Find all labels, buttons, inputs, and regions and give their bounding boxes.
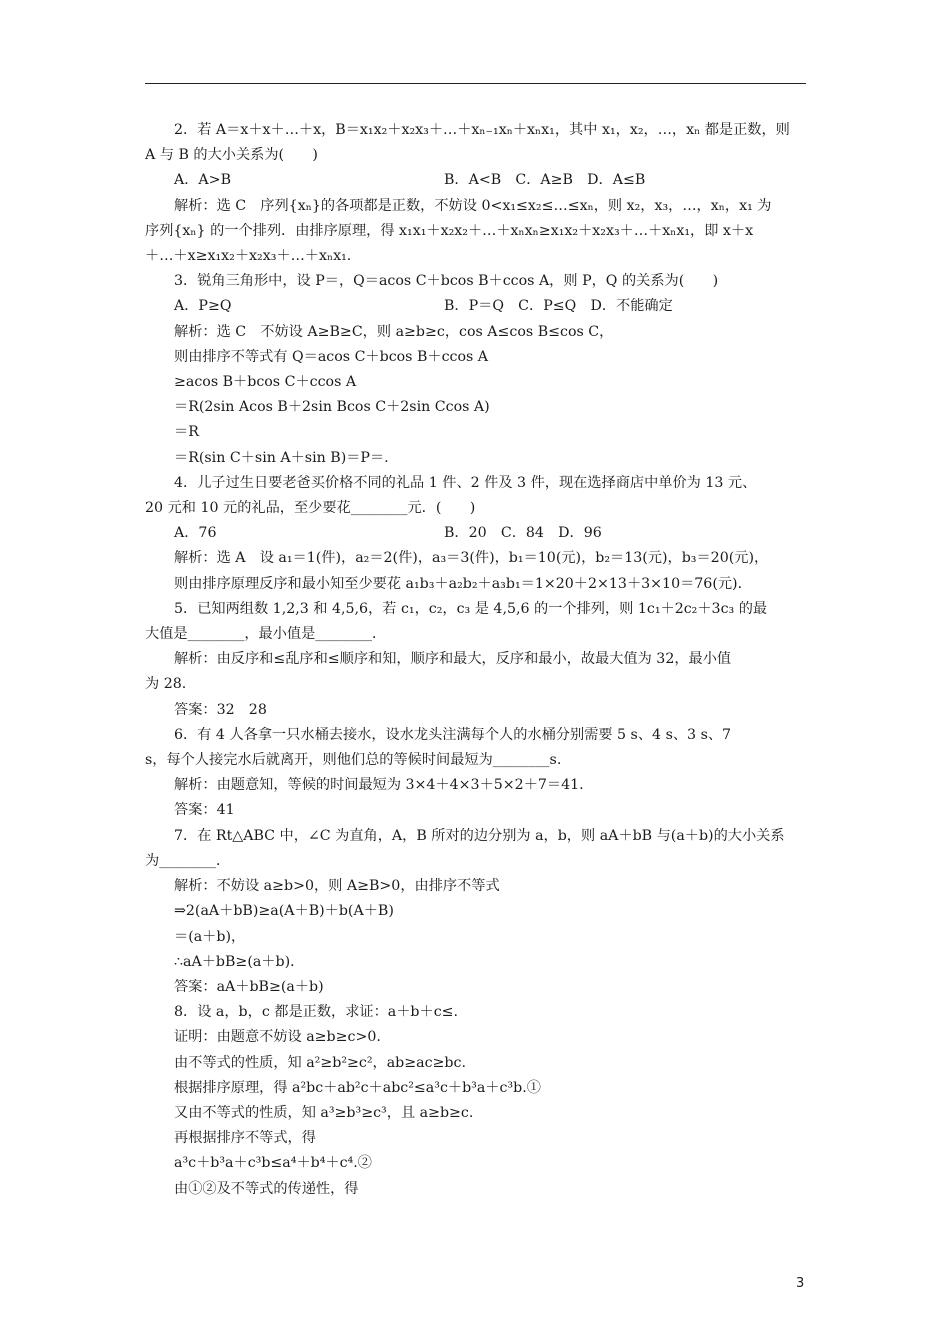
- text-line: 5．已知两组数 1,2,3 和 4,5,6，若 c₁，c₂，c₃ 是 4,5,6 的一个排列，则 1c₁＋2c₂＋3c₃ 的最: [174, 600, 768, 617]
- text-line: 3．锐角三角形中，设 P＝，Q＝acos C＋bcos B＋ccos A，则 P，Q 的关系为( ): [174, 273, 719, 290]
- document-body: [145, 118, 806, 1202]
- options-bcd: B．P＝Q C．P≤Q D．不能确定: [444, 298, 673, 315]
- text-line: 20 元和 10 元的礼品，至少要花________元．( ): [145, 500, 476, 517]
- option-a: A．P≥Q: [174, 298, 232, 315]
- text-line: ＝R(sin C＋sin A＋sin B)＝P＝.: [174, 449, 389, 466]
- text-line: ＋…＋x≥x₁x₂＋x₂x₃＋…＋xₙx₁.: [145, 248, 352, 265]
- text-line: 则由排序原理反序和最小知至少要花 a₁b₃＋a₂b₂＋a₃b₁＝1×20＋2×13＋3×10＝76(元)．: [174, 575, 752, 592]
- text-line: 为________．: [145, 852, 231, 869]
- text-line: ＝(a＋b)，: [174, 928, 246, 945]
- text-line: ∴aA＋bB≥(a＋b)．: [174, 953, 305, 970]
- text-line: 7．在 Rt△ABC 中，∠C 为直角，A，B 所对的边分别为 a，b，则 aA＋bB 与(a＋b)的大小关系: [174, 827, 785, 844]
- answer-options: [145, 521, 806, 546]
- answer-options: [145, 294, 806, 319]
- options-bcd: B．20 C．84 D．96: [444, 525, 602, 542]
- text-line: 解析：由题意知，等候的时间最短为 3×4＋4×3＋5×2＋7＝41.: [174, 777, 584, 794]
- text-line: 序列{xₙ} 的一个排列．由排序原理，得 x₁x₁＋x₂x₂＋…＋xₙxₙ≥x₁x₂＋x₂x₃＋…＋xₙx₁，即 x＋x: [145, 222, 754, 239]
- text-line: 又由不等式的性质，知 a³≥b³≥c³，且 a≥b≥c.: [174, 1104, 474, 1121]
- text-line: 8．设 a，b，c 都是正数，求证：a＋b＋c≤.: [174, 1004, 459, 1021]
- text-line: a³c＋b³a＋c³b≤a⁴＋b⁴＋c⁴.②: [174, 1155, 372, 1172]
- text-line: ≥acos B＋bcos C＋ccos A: [174, 374, 357, 391]
- text-line: 答案：41: [174, 802, 235, 819]
- text-line: 解析：由反序和≤乱序和≤顺序和知，顺序和最大，反序和最小，故最大值为 32，最小值: [174, 651, 732, 668]
- text-line: 则由排序不等式有 Q＝acos C＋bcos B＋ccos A: [174, 348, 489, 365]
- text-line: 答案：aA＋bB≥(a＋b): [174, 978, 324, 995]
- text-line: s，每个人接完水后就离开，则他们总的等候时间最短为________s.: [145, 752, 562, 769]
- text-line: 解析：选 C 不妨设 A≥B≥C，则 a≥b≥c，cos A≤cos B≤cos C，: [174, 323, 614, 340]
- answer-options: [145, 168, 806, 193]
- text-line: 解析：选 A 设 a₁＝1(件)，a₂＝2(件)，a₃＝3(件)，b₁＝10(元)，b₂＝13(元)，b₃＝20(元)，: [174, 550, 769, 567]
- text-line: A 与 B 的大小关系为( ): [145, 147, 318, 164]
- text-line: 为 28.: [145, 676, 187, 693]
- page-number: 3: [796, 1276, 805, 1291]
- text-line: ＝R(2sin Acos B＋2sin Bcos C＋2sin Ccos A): [174, 399, 490, 416]
- options-bcd: B．A<B C．A≥B D．A≤B: [444, 172, 646, 189]
- text-line: 再根据排序不等式，得: [174, 1130, 316, 1147]
- text-line: 答案：32 28: [174, 701, 267, 718]
- text-line: 2．若 A＝x＋x＋…＋x，B＝x₁x₂＋x₂x₃＋…＋xₙ₋₁xₙ＋xₙx₁，其中 x₁，x₂，…，xₙ 都是正数，则: [174, 122, 790, 138]
- option-a: A．76: [174, 525, 217, 542]
- text-line: ＝R: [174, 424, 199, 441]
- text-line: 解析：选 C 序列{xₙ}的各项都是正数，不妨设 0<x₁≤x₂≤…≤xₙ，则 x₂，x₃，…，xₙ，x₁ 为: [174, 197, 772, 214]
- text-line: 6．有 4 人各拿一只水桶去接水，设水龙头注满每个人的水桶分别需要 5 s、4 s、3 s、7: [174, 726, 732, 743]
- text-line: 4．儿子过生日要老爸买价格不同的礼品 1 件、2 件及 3 件，现在选择商店中单价为 13 元、: [174, 474, 757, 491]
- header-rule: [145, 83, 806, 84]
- text-line: 由不等式的性质，知 a²≥b²≥c²，ab≥ac≥bc.: [174, 1054, 466, 1071]
- text-line: 根据排序原理，得 a²bc＋ab²c＋abc²≤a³c＋b³a＋c³b.①: [174, 1079, 541, 1096]
- text-line: 大值是________，最小值是________．: [145, 626, 387, 643]
- text-line: ⇒2(aA＋bB)≥a(A＋B)＋b(A＋B): [174, 903, 394, 920]
- text-line: 解析：不妨设 a≥b>0，则 A≥B>0，由排序不等式: [174, 878, 500, 895]
- option-a: A．A>B: [174, 172, 231, 189]
- text-line: 证明：由题意不妨设 a≥b≥c>0.: [174, 1029, 381, 1046]
- text-line: 由①②及不等式的传递性，得: [174, 1180, 359, 1197]
